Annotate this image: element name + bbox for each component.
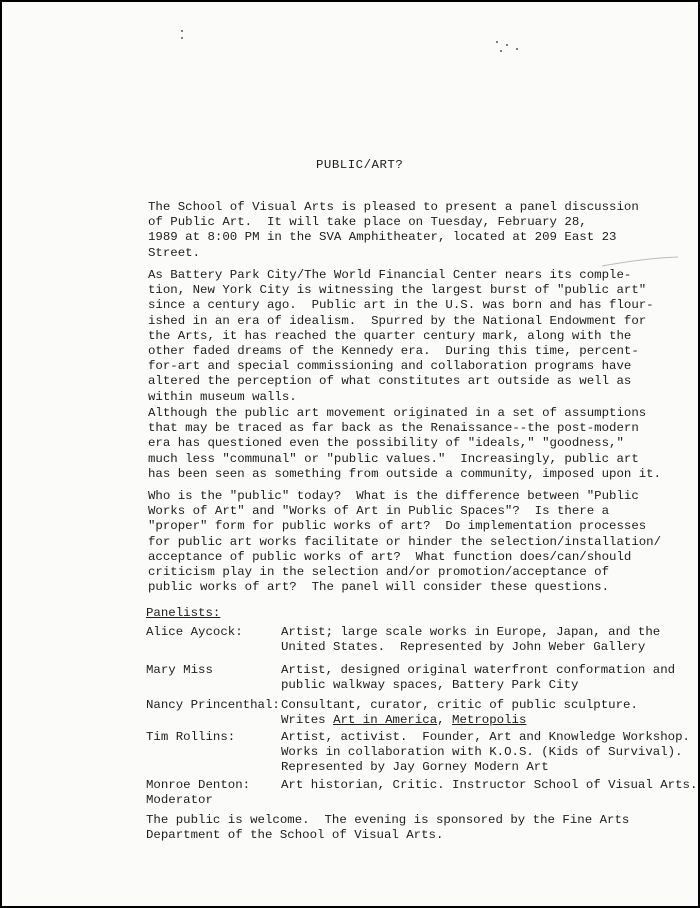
page-title: PUBLIC/ART? <box>316 158 404 172</box>
panelists-heading: Panelists: <box>146 606 221 620</box>
panelist-description: Artist; large scale works in Europe, Japan, and the United States. Represented by John Weber Gallery <box>281 625 661 655</box>
panelist-description <box>281 698 681 728</box>
paper-speck <box>181 37 183 39</box>
paper-speck <box>506 44 508 46</box>
closing-paragraph: The public is welcome. The evening is sponsored by the Fine Arts Department of the School of Visual Arts. <box>146 813 630 843</box>
context-paragraph: As Battery Park City/The World Financial Center nears its comple- tion, New York City is witnessing the largest burst of "public art" since a century ago. Public art in the U.S. was born and has flour- ished in an era of idealism. Spurred by the National Endowment for the Arts, it has reached the quarter century mark, along with the other faded dreams of the Kennedy era. During this time, percent- for-art and special commissioning and collaboration programs have altered the perception of what constitutes art outside as well as within museum walls. <box>148 268 654 404</box>
panelist-name: Alice Aycock: <box>146 625 243 639</box>
paper-speck <box>181 30 183 32</box>
panelist-description: Artist, activist. Founder, Art and Knowledge Workshop. Works in collaboration with K.O.S. (Kids of Survival). Represented by Jay Gorney Modern Art <box>281 730 690 775</box>
panelist-name: Mary Miss <box>146 663 213 677</box>
document-page <box>2 2 698 906</box>
intro-paragraph: The School of Visual Arts is pleased to present a panel discussion of Public Art. It will take place on Tuesday, February 28, 1989 at 8:00 PM in the SVA Amphitheater, located at 209 East 23 Street. <box>148 200 639 260</box>
panelist-description: Art historian, Critic. Instructor School of Visual Arts. <box>281 778 698 792</box>
publication-title: Metropolis <box>452 713 527 728</box>
paper-speck <box>516 48 518 50</box>
publication-separator: , <box>437 713 453 728</box>
publication-title: Art in America <box>333 713 438 728</box>
movement-paragraph: Although the public art movement originated in a set of assumptions that may be traced as far back as the Renaissance--the post-modern era has questioned even the possibility of "ideals," "goodness," much less "communal" or "public values." Increasingly, public art has been seen as something from outside a community, imposed upon it. <box>148 406 662 481</box>
description-prefix: Writes <box>281 713 334 728</box>
panelist-name: Tim Rollins: <box>146 730 236 744</box>
panelist-description: Artist, designed original waterfront conformation and public walkway spaces, Battery Park City <box>281 663 676 693</box>
description-line: Consultant, curator, critic of public sculpture. <box>281 698 638 712</box>
paper-speck <box>496 41 498 43</box>
questions-paragraph: Who is the "public" today? What is the difference between "Public Works of Art" and "Works of Art in Public Spaces"? Is there a "proper" form for public works of art? Do implementation processes for public art works facilitate or hinder the selection/installation/ acceptance of public works of art? What function does/can/should criticism play in the selection and/or promotion/acceptance of public works of art? The panel will consider these questions. <box>148 489 662 595</box>
paper-speck <box>500 50 502 52</box>
panelist-name: Monroe Denton: Moderator <box>146 778 251 808</box>
panelist-name: Nancy Princenthal: <box>146 698 280 712</box>
